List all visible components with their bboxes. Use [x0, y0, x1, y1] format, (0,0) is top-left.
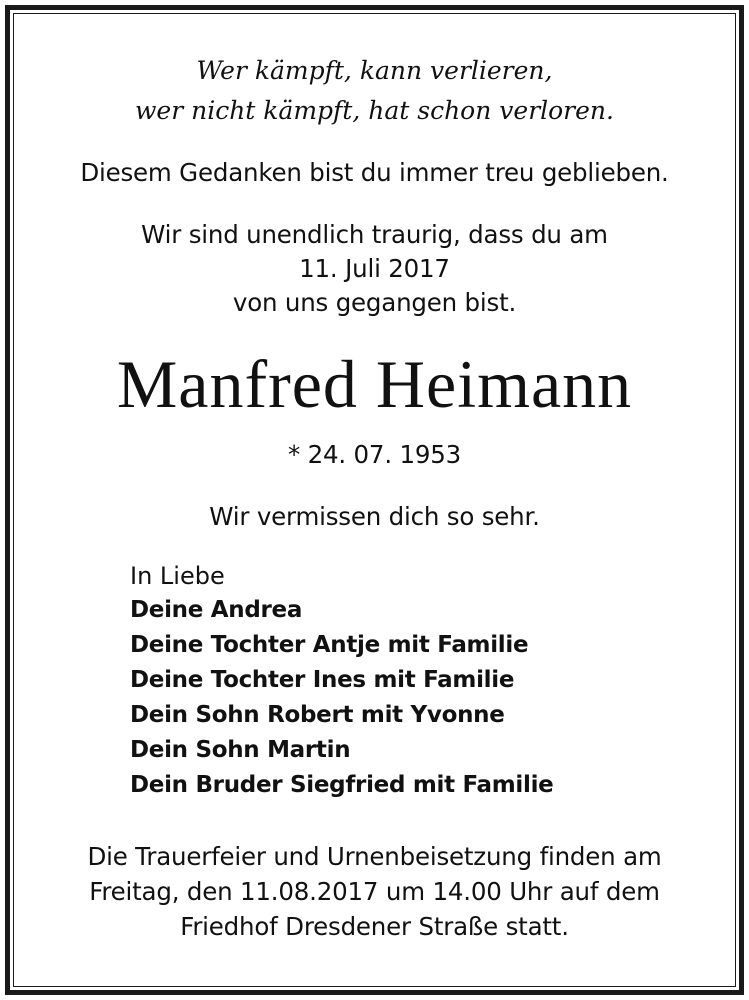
deceased-name: Manfred Heimann	[116, 346, 633, 422]
mourner-name: Dein Bruder Siegfried mit Familie	[130, 772, 554, 798]
mourners-intro: In Liebe	[130, 562, 225, 590]
mourner-name: Deine Andrea	[130, 597, 303, 623]
funeral-line-2: Freitag, den 11.08.2017 um 14.00 Uhr auf dem	[89, 877, 660, 906]
death-notice-line-1: Wir sind unendlich traurig, dass du am	[141, 220, 608, 249]
funeral-line-1: Die Trauerfeier und Urnenbeisetzung finden am	[87, 842, 662, 871]
epigraph-line-2: wer nicht kämpft, hat schon verloren.	[135, 96, 614, 125]
mourner-name: Dein Sohn Robert mit Yvonne	[130, 702, 505, 728]
intro-text: Diesem Gedanken bist du immer treu geblieben.	[80, 158, 669, 187]
mourner-name: Deine Tochter Antje mit Familie	[130, 632, 529, 658]
death-notice-line-3: von uns gegangen bist.	[232, 288, 517, 317]
miss-line: Wir vermissen dich so sehr.	[209, 502, 540, 531]
birth-date: * 24. 07. 1953	[287, 440, 462, 469]
funeral-line-3: Friedhof Dresdener Straße statt.	[180, 912, 569, 941]
epigraph-line-1: Wer kämpft, kann verlieren,	[196, 56, 553, 85]
mourner-name: Deine Tochter Ines mit Familie	[130, 667, 515, 693]
mourner-name: Dein Sohn Martin	[130, 737, 351, 763]
death-date: 11. Juli 2017	[299, 254, 450, 283]
